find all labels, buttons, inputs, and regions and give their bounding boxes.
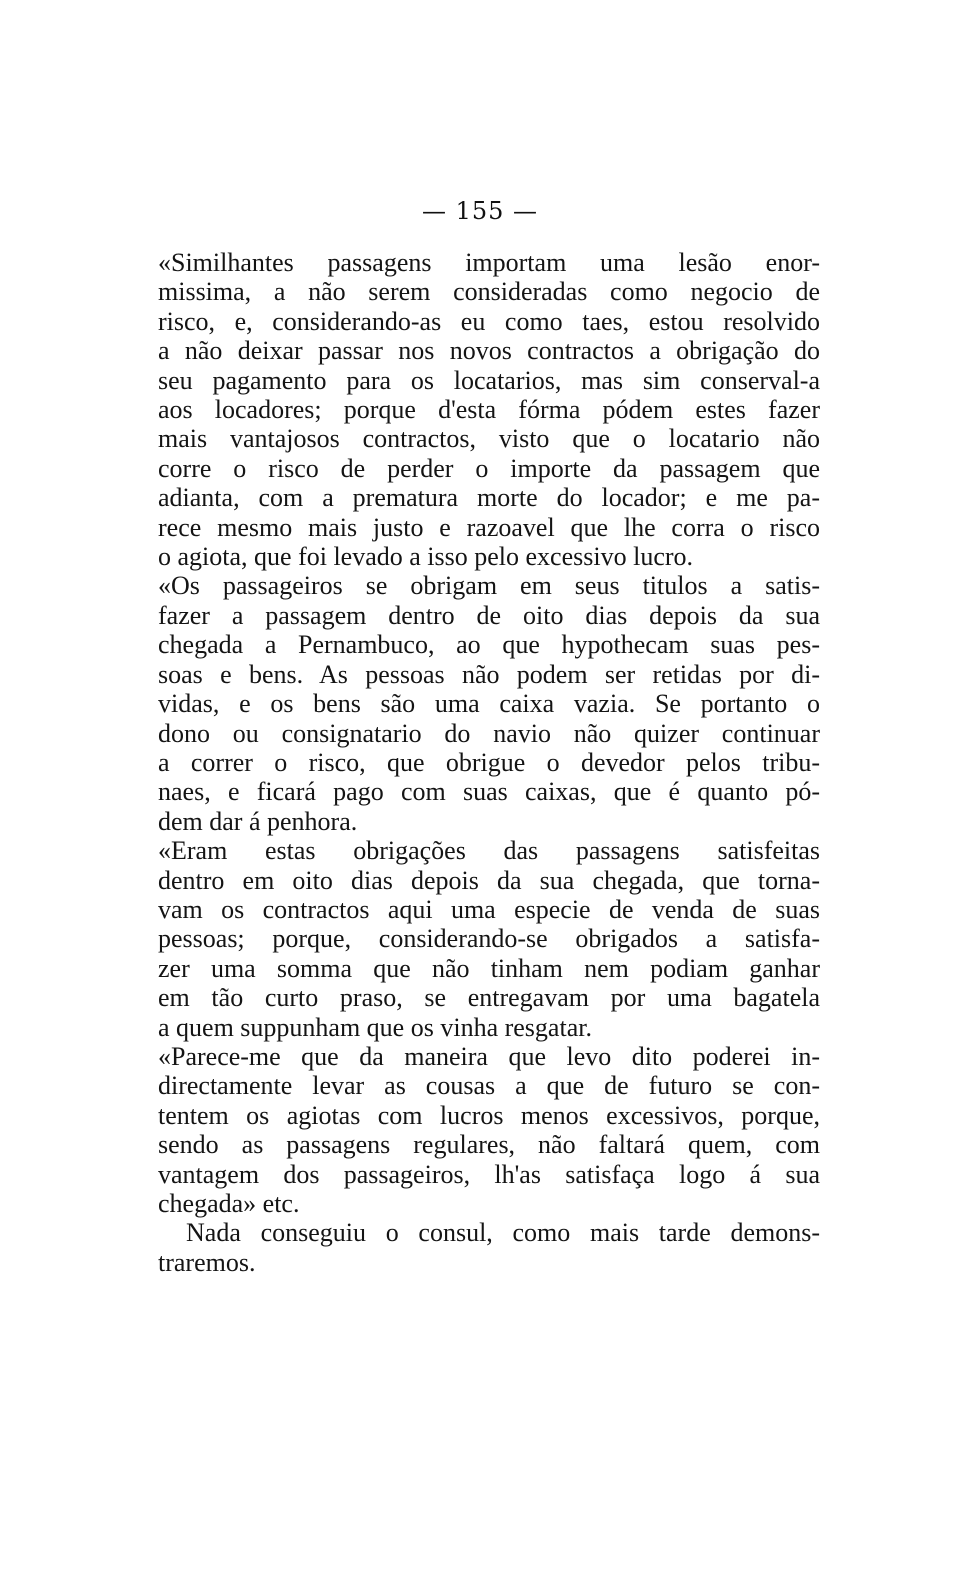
text-line: pessoas; porque, considerando-se obrigados a satisfa- — [158, 924, 820, 954]
paragraph-3 — [158, 836, 820, 1042]
text-line: mais vantajosos contractos, visto que o locatario não — [158, 424, 820, 454]
page-number: — 155 — — [421, 197, 539, 225]
text-line: risco, e, considerando-as eu como taes, estou resolvido — [158, 306, 820, 336]
text-line: a quem suppunham que os vinha resgatar. — [158, 1012, 592, 1042]
text-line: vidas, e os bens são uma caixa vazia. Se portanto o — [158, 689, 820, 719]
text-line: «Eram estas obrigações das passagens satisfeitas — [158, 836, 820, 866]
text-line: dentro em oito dias depois da sua chegada, que torna- — [158, 865, 820, 895]
text-line: traremos. — [158, 1247, 256, 1277]
text-line: sendo as passagens regulares, não faltará quem, com — [158, 1130, 820, 1160]
text-line: dono ou consignatario do navio não quizer continuar — [158, 718, 820, 748]
text-line: aos locadores; porque d'esta fórma pódem estes fazer — [158, 395, 820, 425]
text-line: corre o risco de perder o importe da passagem que — [158, 453, 820, 483]
text-line: «Os passageiros se obrigam em seus titulos a satis- — [158, 571, 820, 601]
text-line: o agiota, que foi levado a isso pelo excessivo lucro. — [158, 542, 694, 572]
text-line: soas e bens. As pessoas não podem ser retidas por di- — [158, 659, 820, 689]
text-line: dem dar á penhora. — [158, 806, 358, 836]
paragraph-5 — [158, 1218, 820, 1277]
paragraph-4 — [158, 1042, 820, 1218]
text-line: directamente levar as cousas a que de futuro se con- — [158, 1071, 820, 1101]
text-line: «Similhantes passagens importam uma lesão enor- — [158, 248, 820, 277]
text-line: a não deixar passar nos novos contractos a obrigação do — [158, 336, 820, 366]
text-line: vam os contractos aqui uma especie de venda de suas — [158, 894, 820, 924]
text-line: naes, e ficará pago com suas caixas, que é quanto pó- — [158, 777, 820, 807]
text-line: vantagem dos passageiros, lh'as satisfaça logo á sua — [158, 1159, 820, 1189]
paragraph-1 — [158, 248, 820, 571]
text-line: fazer a passagem dentro de oito dias depois da sua — [158, 600, 820, 630]
text-line: chegada» etc. — [158, 1189, 300, 1218]
text-line: a correr o risco, que obrigue o devedor pelos tribu- — [158, 747, 820, 777]
text-line: adianta, com a prematura morte do locador; e me pa- — [158, 483, 820, 513]
text-line: Nada conseguiu o consul, como mais tarde demons- — [186, 1218, 820, 1248]
body-text — [158, 248, 820, 1277]
text-line: chegada a Pernambuco, ao que hypothecam suas pes- — [158, 630, 820, 660]
paragraph-2 — [158, 571, 820, 836]
text-line: «Parece-me que da maneira que levo dito poderei in- — [158, 1041, 820, 1071]
text-line: rece mesmo mais justo e razoavel que lhe corra o risco — [158, 512, 820, 542]
text-line: missima, a não serem consideradas como negocio de — [158, 277, 820, 307]
text-line: em tão curto praso, se entregavam por uma bagatela — [158, 983, 820, 1013]
text-line: zer uma somma que não tinham nem podiam ganhar — [158, 953, 820, 983]
text-line: tentem os agiotas com lucros menos excessivos, porque, — [158, 1100, 820, 1130]
text-line: seu pagamento para os locatarios, mas sim conserval-a — [158, 365, 820, 395]
